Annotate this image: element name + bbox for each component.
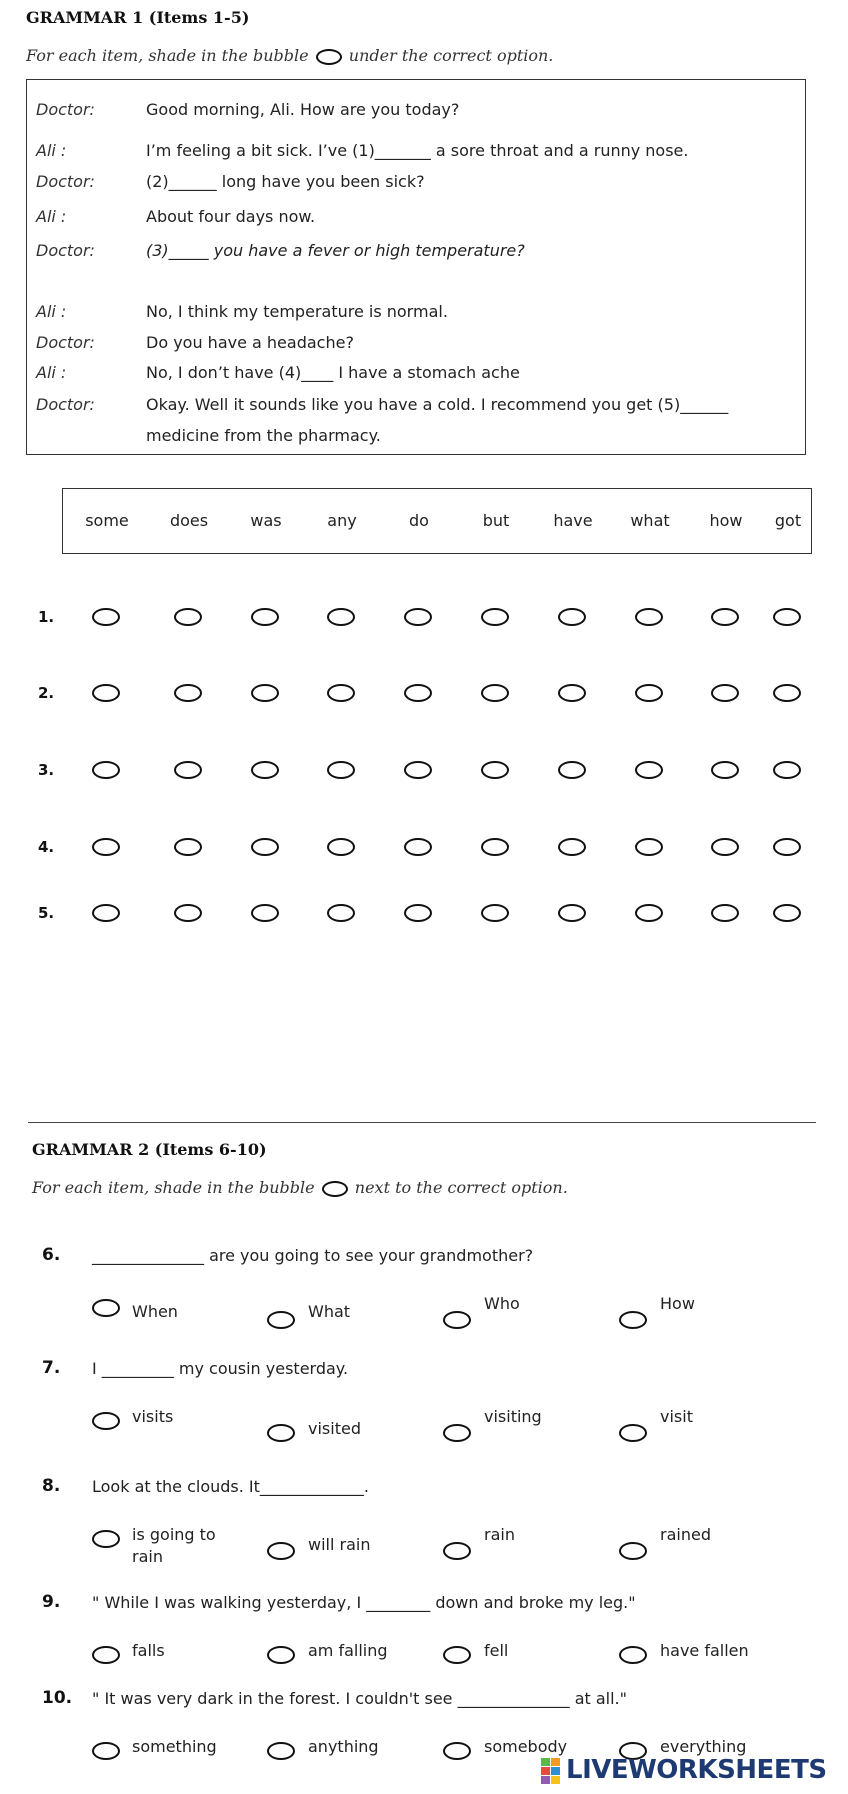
dialogue-speaker: Doctor: bbox=[36, 395, 95, 414]
question-text: " While I was walking yesterday, I ________ down and broke my leg." bbox=[92, 1593, 636, 1612]
answer-bubble-5-does[interactable] bbox=[174, 904, 202, 922]
option-some: some bbox=[85, 511, 129, 530]
item-number: 1. bbox=[38, 608, 55, 626]
choice-label: somebody bbox=[484, 1737, 568, 1756]
question-number: 9. bbox=[42, 1592, 61, 1612]
dialogue-speaker: Doctor: bbox=[36, 333, 95, 352]
choice-bubble-What[interactable] bbox=[267, 1311, 295, 1329]
dialogue-line: Good morning, Ali. How are you today? bbox=[146, 100, 460, 119]
choice-label: everything bbox=[660, 1737, 747, 1756]
dialogue-speaker: Ali : bbox=[36, 141, 67, 160]
choice-bubble-have-fallen[interactable] bbox=[619, 1646, 647, 1664]
choice-bubble-Who[interactable] bbox=[443, 1311, 471, 1329]
option-got: got bbox=[774, 511, 802, 530]
answer-bubble-2-some[interactable] bbox=[92, 684, 120, 702]
choice-bubble-visit[interactable] bbox=[619, 1424, 647, 1442]
choice-bubble-rain[interactable] bbox=[443, 1542, 471, 1560]
answer-bubble-3-have[interactable] bbox=[558, 761, 586, 779]
dialogue-line: (2)______ long have you been sick? bbox=[146, 172, 425, 191]
answer-bubble-2-do[interactable] bbox=[404, 684, 432, 702]
answer-bubble-5-some[interactable] bbox=[92, 904, 120, 922]
choice-label: Who bbox=[484, 1294, 520, 1313]
dialogue-line: No, I think my temperature is normal. bbox=[146, 302, 448, 321]
section-divider bbox=[28, 1122, 816, 1123]
choice-bubble-When[interactable] bbox=[92, 1299, 120, 1317]
choice-label: something bbox=[132, 1737, 217, 1756]
instr-before: For each item, shade in the bubble bbox=[26, 46, 309, 65]
answer-bubble-1-what[interactable] bbox=[635, 608, 663, 626]
choice-bubble-visited[interactable] bbox=[267, 1424, 295, 1442]
choice-bubble-visiting[interactable] bbox=[443, 1424, 471, 1442]
option-but: but bbox=[482, 511, 510, 530]
option-have: have bbox=[553, 511, 593, 530]
question-text: Look at the clouds. It_____________. bbox=[92, 1477, 369, 1496]
choice-label: visiting bbox=[484, 1407, 542, 1426]
answer-bubble-2-got[interactable] bbox=[773, 684, 801, 702]
dialogue-line: (3)_____ you have a fever or high temperature? bbox=[146, 241, 525, 260]
item-number: 5. bbox=[38, 904, 55, 922]
dialogue-line: About four days now. bbox=[146, 207, 316, 226]
answer-bubble-1-but[interactable] bbox=[481, 608, 509, 626]
choice-label: anything bbox=[308, 1737, 379, 1756]
dialogue-speaker: Ali : bbox=[36, 302, 67, 321]
answer-bubble-4-do[interactable] bbox=[404, 838, 432, 856]
choice-bubble-is-going-to-rain[interactable] bbox=[92, 1530, 120, 1548]
answer-bubble-4-some[interactable] bbox=[92, 838, 120, 856]
answer-bubble-3-how[interactable] bbox=[711, 761, 739, 779]
choice-label: visits bbox=[132, 1407, 174, 1426]
instr-before: For each item, shade in the bubble bbox=[32, 1178, 315, 1197]
option-does: does bbox=[169, 511, 209, 530]
answer-bubble-3-what[interactable] bbox=[635, 761, 663, 779]
bubble-example-icon bbox=[322, 1181, 348, 1197]
answer-bubble-1-do[interactable] bbox=[404, 608, 432, 626]
answer-bubble-2-does[interactable] bbox=[174, 684, 202, 702]
option-was: was bbox=[250, 511, 282, 530]
choice-label: When bbox=[132, 1302, 178, 1321]
answer-bubble-1-was[interactable] bbox=[251, 608, 279, 626]
answer-bubble-3-some[interactable] bbox=[92, 761, 120, 779]
choice-bubble-anything[interactable] bbox=[267, 1742, 295, 1760]
instr-after: next to the correct option. bbox=[354, 1178, 568, 1197]
choice-bubble-will-rain[interactable] bbox=[267, 1542, 295, 1560]
answer-bubble-2-how[interactable] bbox=[711, 684, 739, 702]
question-number: 7. bbox=[42, 1358, 61, 1378]
answer-bubble-1-any[interactable] bbox=[327, 608, 355, 626]
option-any: any bbox=[327, 511, 357, 530]
answer-bubble-5-any[interactable] bbox=[327, 904, 355, 922]
answer-bubble-1-some[interactable] bbox=[92, 608, 120, 626]
grammar1-title: GRAMMAR 1 (Items 1-5) bbox=[26, 8, 250, 27]
answer-bubble-3-do[interactable] bbox=[404, 761, 432, 779]
choice-bubble-somebody[interactable] bbox=[443, 1742, 471, 1760]
choice-label: fell bbox=[484, 1641, 509, 1660]
answer-bubble-5-got[interactable] bbox=[773, 904, 801, 922]
choice-label: rain bbox=[484, 1525, 515, 1544]
question-number: 10. bbox=[42, 1688, 73, 1708]
answer-bubble-2-what[interactable] bbox=[635, 684, 663, 702]
answer-bubble-3-was[interactable] bbox=[251, 761, 279, 779]
instr-after: under the correct option. bbox=[348, 46, 554, 65]
choice-label: visited bbox=[308, 1419, 361, 1438]
answer-bubble-3-got[interactable] bbox=[773, 761, 801, 779]
answer-bubble-2-was[interactable] bbox=[251, 684, 279, 702]
choice-label: falls bbox=[132, 1641, 165, 1660]
option-do: do bbox=[409, 511, 429, 530]
answer-bubble-3-but[interactable] bbox=[481, 761, 509, 779]
grammar2-title: GRAMMAR 2 (Items 6-10) bbox=[32, 1140, 267, 1159]
answer-bubble-4-got[interactable] bbox=[773, 838, 801, 856]
answer-bubble-4-any[interactable] bbox=[327, 838, 355, 856]
answer-bubble-4-does[interactable] bbox=[174, 838, 202, 856]
question-text: " It was very dark in the forest. I couldn't see ______________ at all." bbox=[92, 1689, 627, 1708]
grammar2-instructions bbox=[32, 1178, 568, 1197]
choice-label: will rain bbox=[308, 1535, 371, 1554]
question-text: I _________ my cousin yesterday. bbox=[92, 1359, 349, 1378]
choice-bubble-rained[interactable] bbox=[619, 1542, 647, 1560]
dialogue-speaker: Ali : bbox=[36, 207, 67, 226]
dialogue-line: Okay. Well it sounds like you have a cold. I recommend you get (5)______ bbox=[146, 395, 729, 414]
choice-label: visit bbox=[660, 1407, 693, 1426]
choice-label: have fallen bbox=[660, 1641, 749, 1660]
answer-bubble-5-but[interactable] bbox=[481, 904, 509, 922]
question-number: 6. bbox=[42, 1245, 61, 1265]
question-number: 8. bbox=[42, 1476, 61, 1496]
choice-label: is going to rain bbox=[132, 1525, 216, 1566]
answer-bubble-2-have[interactable] bbox=[558, 684, 586, 702]
answer-bubble-1-does[interactable] bbox=[174, 608, 202, 626]
answer-bubble-5-was[interactable] bbox=[251, 904, 279, 922]
answer-bubble-1-have[interactable] bbox=[558, 608, 586, 626]
dialogue-speaker: Doctor: bbox=[36, 241, 95, 260]
option-what: what bbox=[630, 511, 670, 530]
dialogue-line: I’m feeling a bit sick. I’ve (1)_______ a sore throat and a runny nose. bbox=[146, 141, 689, 160]
choice-bubble-am-falling[interactable] bbox=[267, 1646, 295, 1664]
answer-bubble-4-was[interactable] bbox=[251, 838, 279, 856]
bubble-example-icon bbox=[316, 49, 342, 65]
grammar1-instructions bbox=[26, 46, 553, 65]
choice-label: How bbox=[660, 1294, 695, 1313]
answer-bubble-5-how[interactable] bbox=[711, 904, 739, 922]
answer-bubble-3-any[interactable] bbox=[327, 761, 355, 779]
liveworksheets-logo: LIVEWORKSHEETS bbox=[566, 1755, 827, 1785]
answer-bubble-1-how[interactable] bbox=[711, 608, 739, 626]
dialogue-speaker: Doctor: bbox=[36, 172, 95, 191]
liveworksheets-logo-icon bbox=[541, 1758, 561, 1784]
answer-bubble-5-what[interactable] bbox=[635, 904, 663, 922]
item-number: 2. bbox=[38, 684, 55, 702]
answer-bubble-2-but[interactable] bbox=[481, 684, 509, 702]
answer-bubble-4-what[interactable] bbox=[635, 838, 663, 856]
dialogue-line: No, I don’t have (4)____ I have a stomach ache bbox=[146, 363, 520, 382]
dialogue-speaker: Doctor: bbox=[36, 100, 95, 119]
dialogue-line: medicine from the pharmacy. bbox=[146, 426, 381, 445]
item-number: 4. bbox=[38, 838, 55, 856]
question-text: ______________ are you going to see your grandmother? bbox=[92, 1246, 534, 1265]
answer-bubble-2-any[interactable] bbox=[327, 684, 355, 702]
dialogue-line: Do you have a headache? bbox=[146, 333, 354, 352]
choice-label: am falling bbox=[308, 1641, 388, 1660]
dialogue-speaker: Ali : bbox=[36, 363, 67, 382]
answer-bubble-1-got[interactable] bbox=[773, 608, 801, 626]
item-number: 3. bbox=[38, 761, 55, 779]
choice-bubble-something[interactable] bbox=[92, 1742, 120, 1760]
choice-bubble-falls[interactable] bbox=[92, 1646, 120, 1664]
choice-bubble-fell[interactable] bbox=[443, 1646, 471, 1664]
choice-label: What bbox=[308, 1302, 351, 1321]
answer-bubble-4-have[interactable] bbox=[558, 838, 586, 856]
answer-bubble-4-how[interactable] bbox=[711, 838, 739, 856]
option-how: how bbox=[709, 511, 743, 530]
answer-bubble-4-but[interactable] bbox=[481, 838, 509, 856]
answer-bubble-5-have[interactable] bbox=[558, 904, 586, 922]
options-box bbox=[62, 488, 812, 554]
answer-bubble-3-does[interactable] bbox=[174, 761, 202, 779]
choice-bubble-visits[interactable] bbox=[92, 1412, 120, 1430]
choice-bubble-How[interactable] bbox=[619, 1311, 647, 1329]
answer-bubble-5-do[interactable] bbox=[404, 904, 432, 922]
choice-label: rained bbox=[660, 1525, 711, 1544]
